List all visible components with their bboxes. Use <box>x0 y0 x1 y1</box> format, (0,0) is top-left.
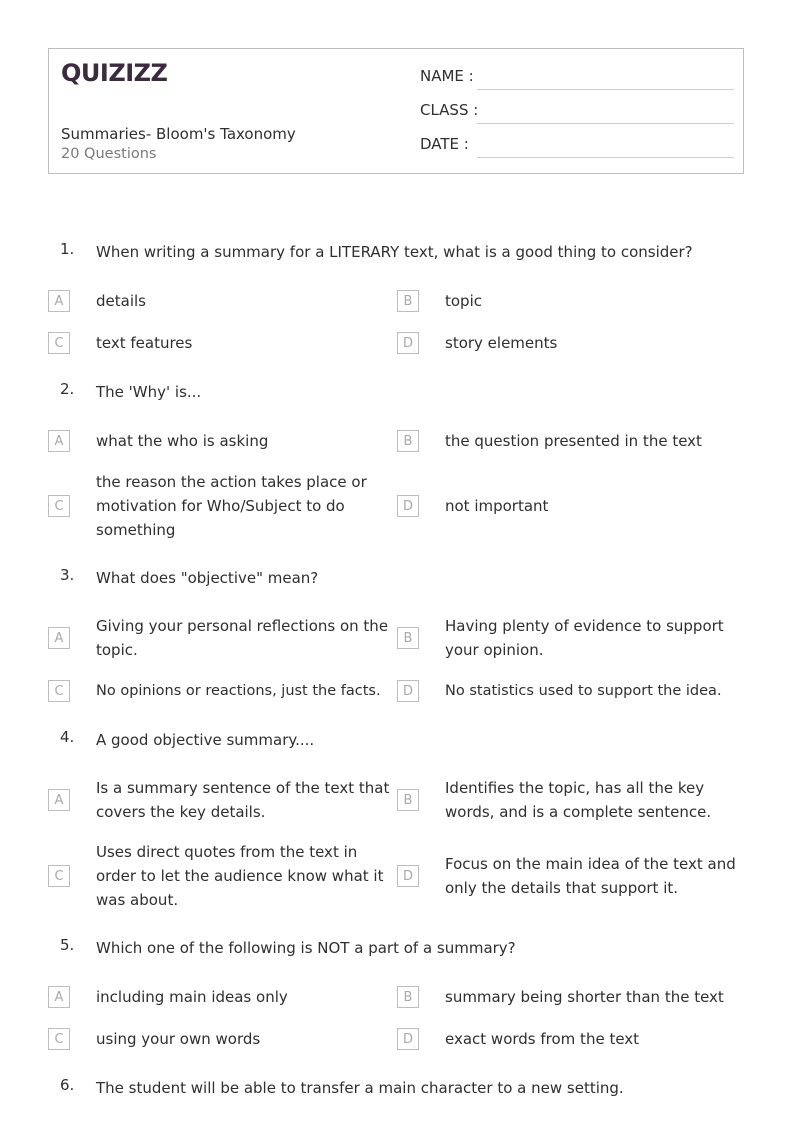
class-label: CLASS : <box>420 101 479 119</box>
option-text: Is a summary sentence of the text that covers the key details. <box>96 779 390 821</box>
class-line[interactable] <box>477 123 734 124</box>
answer-option[interactable] <box>397 289 742 313</box>
answer-option[interactable] <box>48 985 393 1009</box>
answer-option[interactable] <box>397 494 742 518</box>
name-label: NAME : <box>420 67 474 85</box>
option-letter-box[interactable]: C <box>48 1028 70 1050</box>
option-letter-box[interactable]: B <box>397 430 419 452</box>
option-letter-box[interactable]: D <box>397 495 419 517</box>
option-letter-box[interactable]: B <box>397 789 419 811</box>
option-letter-box[interactable]: A <box>48 627 70 649</box>
option-text: story elements <box>445 334 558 352</box>
date-field[interactable] <box>420 135 734 169</box>
question-number: 2. <box>60 380 75 398</box>
answer-option[interactable] <box>397 331 742 355</box>
option-text: text features <box>96 334 193 352</box>
option-letter-box[interactable]: A <box>48 986 70 1008</box>
answer-option[interactable] <box>397 985 742 1009</box>
option-letter-box[interactable]: C <box>48 495 70 517</box>
option-letter-box[interactable]: A <box>48 789 70 811</box>
option-letter-box[interactable]: D <box>397 1028 419 1050</box>
class-field[interactable] <box>420 101 734 135</box>
answer-option[interactable] <box>48 470 393 542</box>
option-text: Giving your personal reflections on the topic. <box>96 617 389 659</box>
date-line[interactable] <box>477 157 734 158</box>
option-text: the reason the action takes place or motivation for Who/Subject to do something <box>96 473 367 539</box>
question-number: 5. <box>60 936 75 954</box>
option-text: Identifies the topic, has all the key words, and is a complete sentence. <box>445 779 712 821</box>
option-text: Having plenty of evidence to support your opinion. <box>445 617 724 659</box>
answer-option[interactable] <box>397 776 742 824</box>
answer-option[interactable] <box>397 852 742 900</box>
option-letter-box[interactable]: A <box>48 290 70 312</box>
option-text: the question presented in the text <box>445 432 702 450</box>
option-text: what the who is asking <box>96 432 269 450</box>
quizizz-logo: QUIZIZZ <box>61 59 168 87</box>
option-letter-box[interactable]: B <box>397 290 419 312</box>
answer-option[interactable] <box>397 1027 742 1051</box>
option-text: details <box>96 292 146 310</box>
answer-option[interactable] <box>48 289 393 313</box>
option-letter-box[interactable]: C <box>48 332 70 354</box>
question-text: The 'Why' is... <box>96 383 202 401</box>
option-letter-box[interactable]: B <box>397 627 419 649</box>
answer-option[interactable] <box>48 679 393 703</box>
option-letter-box[interactable]: C <box>48 680 70 702</box>
option-text: using your own words <box>96 1030 261 1048</box>
question-number: 3. <box>60 566 75 584</box>
question-count: 20 Questions <box>61 146 157 162</box>
option-letter-box[interactable]: A <box>48 430 70 452</box>
answer-option[interactable] <box>48 614 393 662</box>
question-text: What does "objective" mean? <box>96 569 319 587</box>
option-text: No opinions or reactions, just the facts. <box>96 683 381 699</box>
option-letter-box[interactable]: C <box>48 865 70 887</box>
option-text: topic <box>445 292 482 310</box>
student-info-fields <box>420 67 734 169</box>
answer-option[interactable] <box>397 679 742 703</box>
option-letter-box[interactable]: B <box>397 986 419 1008</box>
answer-option[interactable] <box>397 614 742 662</box>
question-number: 1. <box>60 240 75 258</box>
question-text: Which one of the following is NOT a part of a summary? <box>96 939 516 957</box>
question-number: 4. <box>60 728 75 746</box>
answer-option[interactable] <box>48 1027 393 1051</box>
answer-option[interactable] <box>48 776 393 824</box>
option-text: Uses direct quotes from the text in order to let the audience know what it was about. <box>96 843 384 909</box>
option-text: exact words from the text <box>445 1030 640 1048</box>
question-text: When writing a summary for a LITERARY text, what is a good thing to consider? <box>96 243 693 261</box>
worksheet-title: Summaries- Bloom's Taxonomy <box>61 125 296 143</box>
date-label: DATE : <box>420 135 469 153</box>
name-line[interactable] <box>477 89 734 90</box>
option-letter-box[interactable]: D <box>397 332 419 354</box>
worksheet-header <box>48 48 744 174</box>
option-text: Focus on the main idea of the text and only the details that support it. <box>445 855 736 897</box>
question-text: A good objective summary.... <box>96 731 315 749</box>
option-letter-box[interactable]: D <box>397 865 419 887</box>
question-number: 6. <box>60 1076 75 1094</box>
name-field[interactable] <box>420 67 734 101</box>
option-letter-box[interactable]: D <box>397 680 419 702</box>
option-text: summary being shorter than the text <box>445 988 724 1006</box>
answer-option[interactable] <box>48 429 393 453</box>
option-text: including main ideas only <box>96 988 288 1006</box>
option-text: not important <box>445 497 549 515</box>
question-text: The student will be able to transfer a main character to a new setting. <box>96 1079 624 1097</box>
option-text: No statistics used to support the idea. <box>445 683 722 699</box>
answer-option[interactable] <box>397 429 742 453</box>
answer-option[interactable] <box>48 840 393 912</box>
answer-option[interactable] <box>48 331 393 355</box>
